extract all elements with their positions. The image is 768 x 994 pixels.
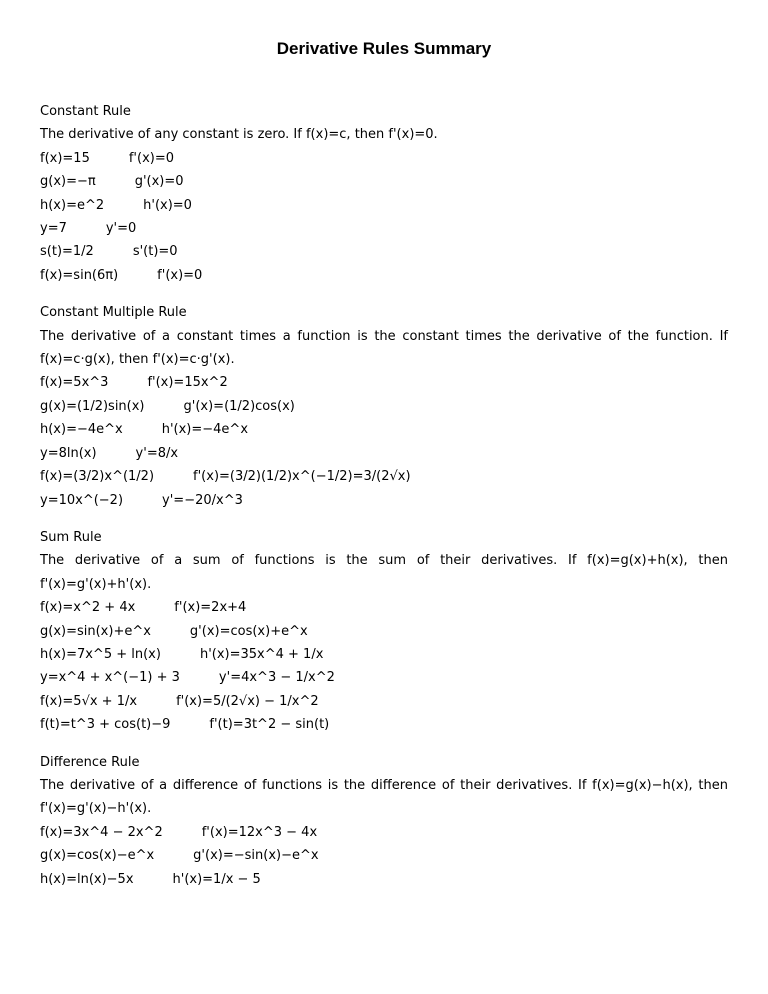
section-heading: Constant Multiple Rule <box>40 305 187 321</box>
example-row <box>40 217 728 240</box>
function-expression: f(x)=3x^4 − 2x^2 <box>40 824 163 840</box>
example-row <box>40 264 728 287</box>
function-expression: f(x)=sin(6π) <box>40 267 119 283</box>
section-description: The derivative of any constant is zero. If f(x)=c, then f'(x)=0. <box>40 127 438 143</box>
derivative-expression: h'(x)=−4e^x <box>161 422 249 438</box>
example-row <box>40 240 728 263</box>
derivative-expression: f'(x)=(3/2)(1/2)x^(−1/2)=3/(2√x) <box>193 469 411 485</box>
function-expression: y=x^4 + x^(−1) + 3 <box>40 670 180 686</box>
page-title: Derivative Rules Summary <box>276 39 492 58</box>
function-expression: y=7 <box>40 221 67 237</box>
section-heading: Constant Rule <box>40 104 131 119</box>
derivative-expression: f'(x)=12x^3 − 4x <box>201 824 318 840</box>
section-sum-rule <box>40 526 728 737</box>
function-expression: g(x)=−π <box>40 174 96 190</box>
derivative-expression: y'=4x^3 − 1/x^2 <box>218 670 335 686</box>
derivative-expression: g'(x)=cos(x)+e^x <box>189 623 308 639</box>
function-expression: g(x)=cos(x)−e^x <box>40 848 155 864</box>
section-heading: Difference Rule <box>40 754 140 770</box>
section-constant-rule <box>40 100 728 287</box>
example-row <box>40 395 728 418</box>
example-row <box>40 620 728 643</box>
example-row <box>40 596 728 619</box>
function-expression: g(x)=(1/2)sin(x) <box>40 398 145 414</box>
function-expression: h(x)=e^2 <box>40 197 105 213</box>
example-row <box>40 194 728 217</box>
function-expression: g(x)=sin(x)+e^x <box>40 623 151 639</box>
section-difference-rule <box>40 751 728 891</box>
function-expression: f(x)=5x^3 <box>40 375 109 391</box>
derivative-expression: f'(x)=2x+4 <box>174 600 247 616</box>
derivative-expression: g'(x)=0 <box>134 174 184 190</box>
function-expression: f(x)=15 <box>40 150 90 166</box>
example-row <box>40 147 728 170</box>
example-row <box>40 713 728 736</box>
example-row <box>40 690 728 713</box>
derivative-expression: h'(x)=35x^4 + 1/x <box>199 646 324 662</box>
derivative-expression: h'(x)=1/x − 5 <box>172 871 261 887</box>
section-description: The derivative of a sum of functions is the sum of their derivatives. If f(x)=g(x)+h(x), then f'(x)=g'(x)+h'(x). <box>40 553 728 592</box>
derivative-expression: f'(t)=3t^2 − sin(t) <box>209 717 330 733</box>
function-expression: y=10x^(−2) <box>40 492 124 508</box>
section-heading: Sum Rule <box>40 529 102 545</box>
example-row <box>40 170 728 193</box>
derivative-expression: f'(x)=15x^2 <box>147 375 228 391</box>
example-row <box>40 821 728 844</box>
function-expression: h(x)=ln(x)−5x <box>40 871 134 887</box>
function-expression: f(x)=(3/2)x^(1/2) <box>40 469 155 485</box>
function-expression: f(x)=5√x + 1/x <box>40 693 138 709</box>
example-row <box>40 418 728 441</box>
derivative-expression: s'(t)=0 <box>132 244 178 260</box>
derivative-expression: y'=−20/x^3 <box>162 492 243 508</box>
derivative-expression: f'(x)=5/(2√x) − 1/x^2 <box>176 693 319 709</box>
example-row <box>40 465 728 488</box>
function-expression: f(x)=x^2 + 4x <box>40 600 136 616</box>
example-row <box>40 371 728 394</box>
derivative-expression: g'(x)=−sin(x)−e^x <box>193 848 319 864</box>
derivative-expression: h'(x)=0 <box>143 197 192 213</box>
section-description: The derivative of a constant times a function is the constant times the derivative of the function. If f(x)=c·g(x), then f'(x)=c·g'(x). <box>40 328 728 368</box>
section-constant-multiple-rule <box>40 301 728 512</box>
example-row <box>40 844 728 867</box>
function-expression: y=8ln(x) <box>40 445 97 461</box>
example-row <box>40 666 728 689</box>
example-row <box>40 442 728 465</box>
function-expression: s(t)=1/2 <box>40 244 94 260</box>
function-expression: h(x)=−4e^x <box>40 422 123 438</box>
function-expression: f(t)=t^3 + cos(t)−9 <box>40 717 171 733</box>
example-row <box>40 868 728 891</box>
document-body <box>40 100 728 905</box>
derivative-expression: f'(x)=0 <box>128 150 175 166</box>
example-row <box>40 489 728 512</box>
function-expression: h(x)=7x^5 + ln(x) <box>40 646 161 662</box>
derivative-expression: y'=8/x <box>135 445 179 461</box>
derivative-expression: f'(x)=0 <box>157 267 203 283</box>
section-description: The derivative of a difference of functions is the difference of their derivatives. If f(x)=g(x)−h(x), then f'(x)=g'(x)−h'(x). <box>40 777 728 817</box>
derivative-expression: y'=0 <box>105 221 137 237</box>
derivative-expression: g'(x)=(1/2)cos(x) <box>183 398 295 414</box>
example-row <box>40 643 728 666</box>
